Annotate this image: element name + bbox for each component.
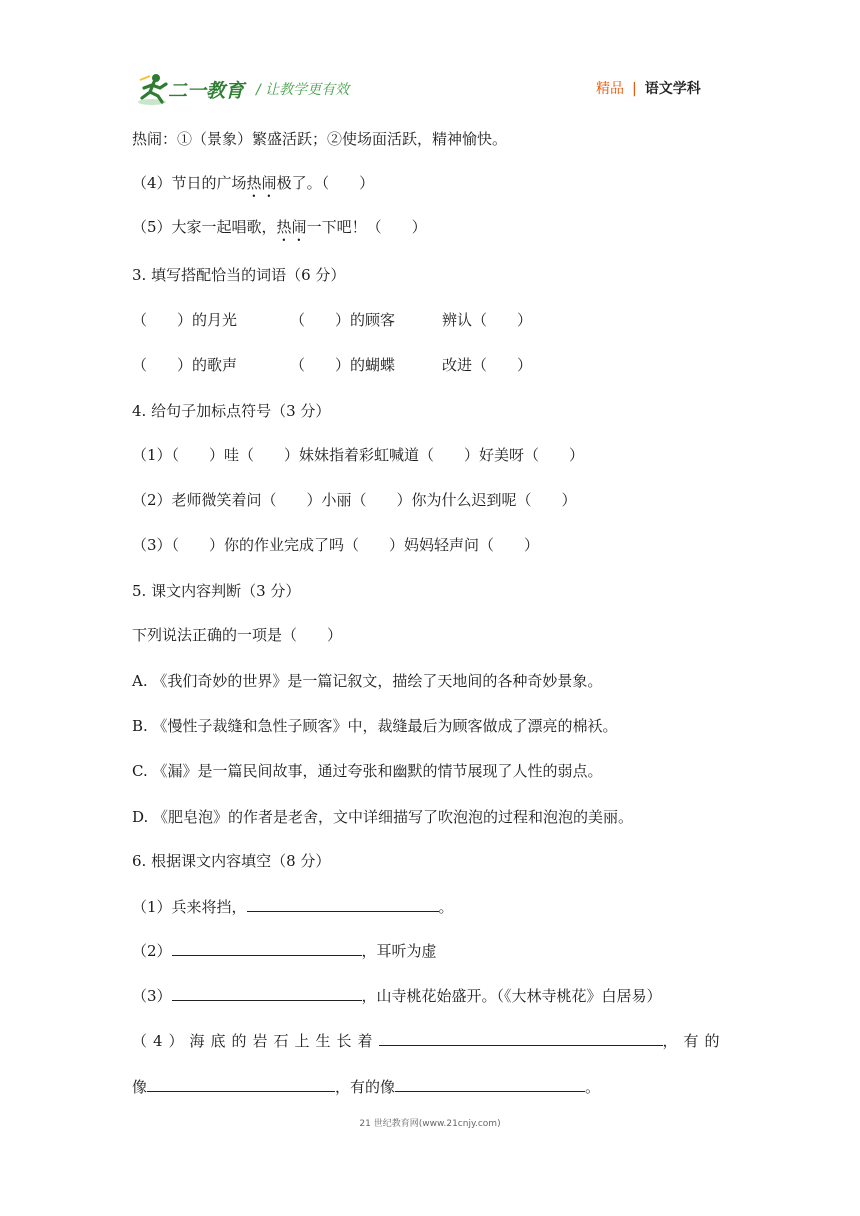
question-line: （3）（ ）你的作业完成了吗（ ）妈妈轻声问（ ） xyxy=(132,536,540,554)
fill-blank-line xyxy=(132,896,454,917)
fill-item: （ ）的月光 xyxy=(132,311,238,329)
fill-item: （ ）的顾客 xyxy=(290,311,396,329)
fill-row xyxy=(132,354,732,374)
text: 像 xyxy=(132,1078,148,1096)
logo-text: 二一教育 xyxy=(168,80,245,102)
option-a: A. 《我们奇妙的世界》是一篇记叙文，描绘了天地间的各种奇妙景象。 xyxy=(132,672,603,690)
text: 。 xyxy=(585,1078,601,1096)
text: ，有的 xyxy=(662,1032,726,1050)
fill-blank-line xyxy=(132,985,662,1006)
section-heading: 5. 课文内容判断（3 分） xyxy=(132,582,301,600)
question-line xyxy=(132,216,427,245)
emphasized-word: 热闹 xyxy=(246,174,277,192)
question-stem: 下列说法正确的一项是（ ） xyxy=(132,626,343,644)
fill-blank-line xyxy=(132,940,437,961)
emphasized-word: 热闹 xyxy=(276,218,307,236)
option-c: C. 《漏》是一篇民间故事，通过夸张和幽默的情节展现了人性的弱点。 xyxy=(132,762,603,780)
text: （5）大家一起唱歌， xyxy=(132,218,277,236)
fill-blank-line xyxy=(132,1030,726,1051)
text: 。 xyxy=(438,898,454,916)
fill-item: 改进（ ） xyxy=(442,356,533,374)
section-heading: 6. 根据课文内容填空（8 分） xyxy=(132,852,331,870)
fill-item: 辨认（ ） xyxy=(442,311,533,329)
slogan: / 让教学更有效 xyxy=(256,82,350,98)
answer-blank[interactable] xyxy=(172,986,362,1001)
section-heading: 3. 填写搭配恰当的词语（6 分） xyxy=(132,266,346,284)
text: 极了。（ ） xyxy=(276,174,375,192)
answer-blank[interactable] xyxy=(379,1031,663,1046)
text: （3） xyxy=(132,987,172,1005)
text: （2） xyxy=(132,942,172,960)
text: （4）节日的广场 xyxy=(132,174,247,192)
text: ，山寺桃花始盛开。（《大林寺桃花》白居易） xyxy=(361,987,662,1005)
tag-premium: 精品 xyxy=(596,81,624,97)
option-d: D. 《肥皂泡》的作者是老舍，文中详细描写了吹泡泡的过程和泡泡的美丽。 xyxy=(132,808,634,826)
answer-blank[interactable] xyxy=(172,941,362,956)
option-b: B. 《慢性子裁缝和急性子顾客》中，裁缝最后为顾客做成了漂亮的棉袄。 xyxy=(132,717,618,735)
text: ，耳听为虚 xyxy=(361,942,437,960)
subject-tag xyxy=(596,78,701,98)
question-line: （2）老师微笑着问（ ）小丽（ ）你为什么迟到呢（ ） xyxy=(132,491,577,509)
answer-blank[interactable] xyxy=(247,897,439,912)
fill-blank-line xyxy=(132,1076,600,1097)
page-header xyxy=(0,0,860,110)
tag-subject: 语文学科 xyxy=(644,81,701,97)
text: ，有的像 xyxy=(335,1078,396,1096)
question-line xyxy=(132,172,374,201)
text: 一下吧！（ ） xyxy=(306,218,427,236)
section-heading: 4. 给句子加标点符号（3 分） xyxy=(132,402,331,420)
text: （4）海底的岩石上生长着 xyxy=(132,1032,379,1050)
answer-blank[interactable] xyxy=(395,1077,585,1092)
question-line: （1）（ ）哇（ ）妹妹指着彩虹喊道（ ）好美呀（ ） xyxy=(132,446,585,464)
definition-line: 热闹：①（景象）繁盛活跃；②使场面活跃，精神愉快。 xyxy=(132,130,508,148)
fill-item: （ ）的歌声 xyxy=(132,356,238,374)
text: （1）兵来将挡， xyxy=(132,898,247,916)
fill-row xyxy=(132,309,732,329)
tag-separator: | xyxy=(632,81,637,97)
fill-item: （ ）的蝴蝶 xyxy=(290,356,396,374)
page-footer: 21 世纪教育网(www.21cnjy.com) xyxy=(359,1119,501,1129)
answer-blank[interactable] xyxy=(147,1077,335,1092)
